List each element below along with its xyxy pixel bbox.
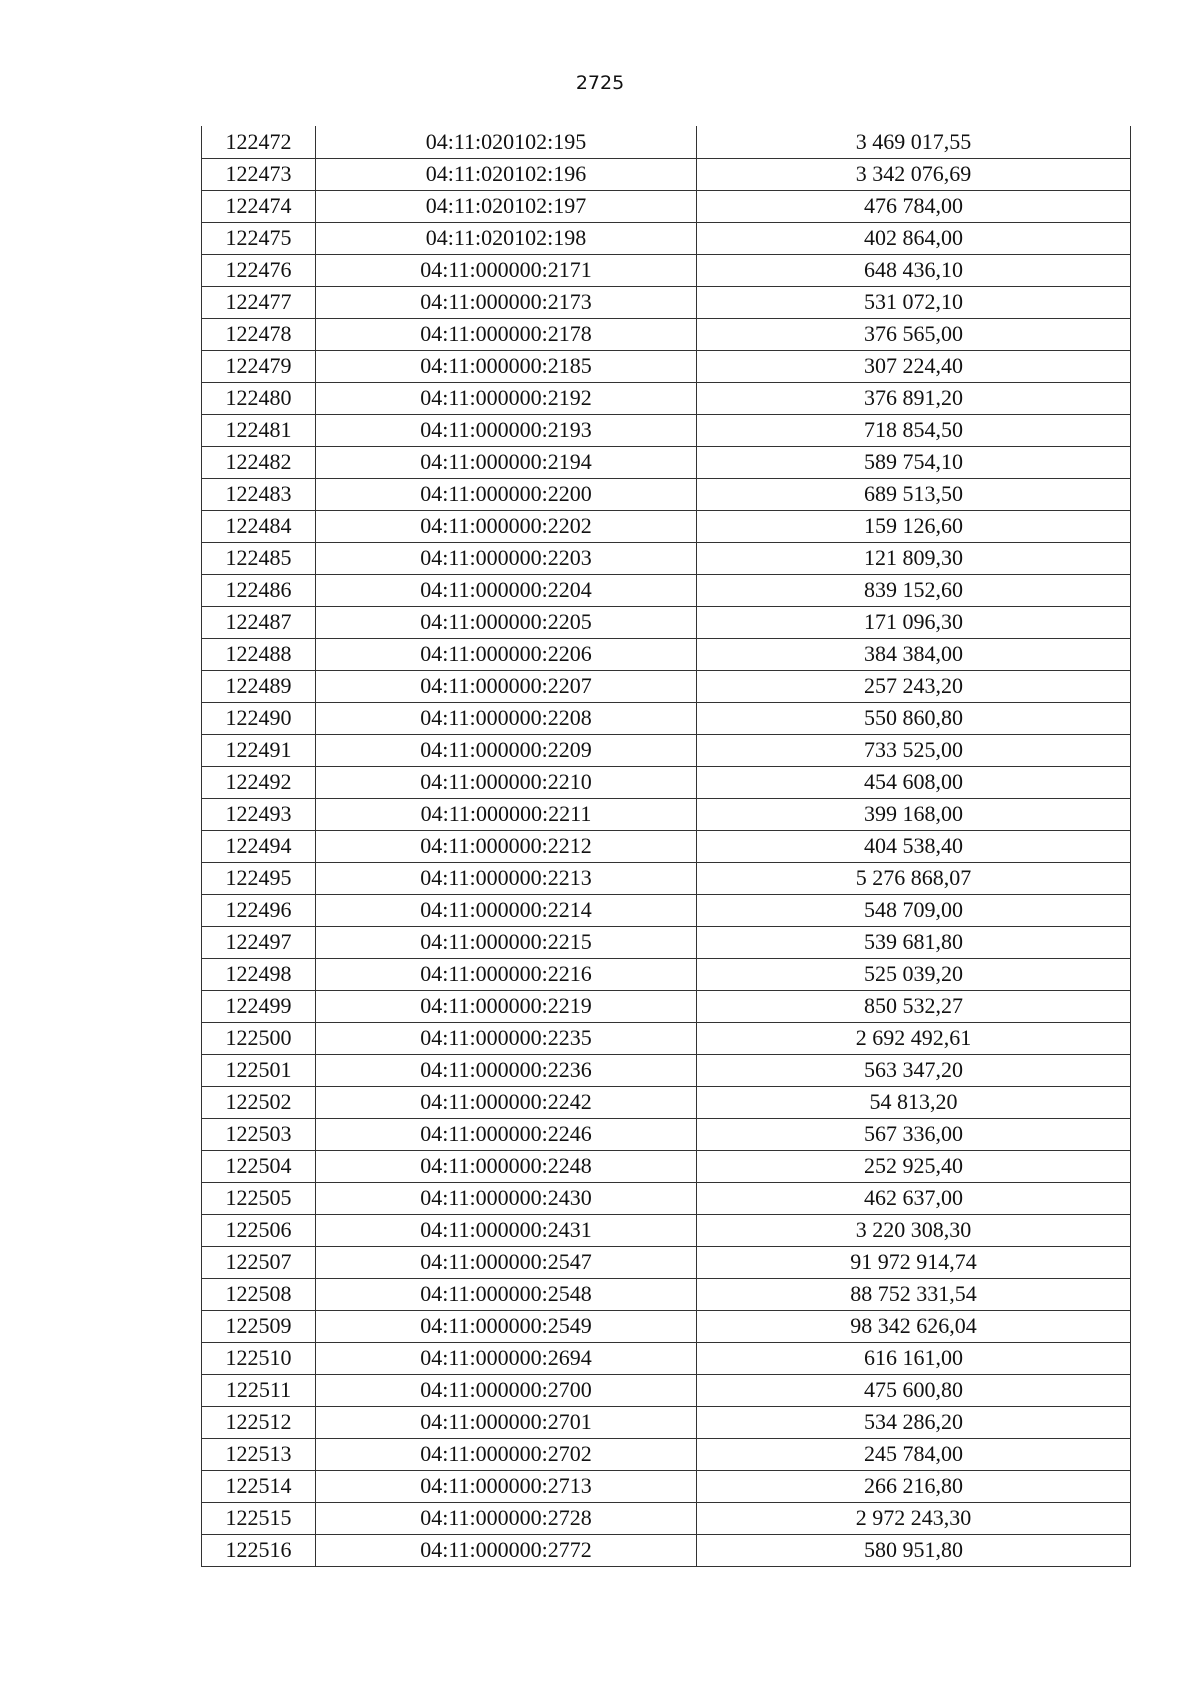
table-row — [202, 1022, 1131, 1054]
cadastral-number-cell: 04:11:000000:2200 — [316, 478, 697, 510]
table-row — [202, 1246, 1131, 1278]
row-number-cell: 122488 — [202, 638, 316, 670]
cadastral-number-cell: 04:11:000000:2194 — [316, 446, 697, 478]
table-row — [202, 1150, 1131, 1182]
cadastral-value-cell: 266 216,80 — [697, 1470, 1131, 1502]
row-number-cell: 122481 — [202, 414, 316, 446]
table-row — [202, 990, 1131, 1022]
row-number-cell: 122507 — [202, 1246, 316, 1278]
table-row — [202, 222, 1131, 254]
row-number-cell: 122504 — [202, 1150, 316, 1182]
cadastral-value-cell: 718 854,50 — [697, 414, 1131, 446]
cadastral-number-cell: 04:11:000000:2215 — [316, 926, 697, 958]
cadastral-number-cell: 04:11:000000:2700 — [316, 1374, 697, 1406]
table-row — [202, 958, 1131, 990]
cadastral-number-cell: 04:11:000000:2214 — [316, 894, 697, 926]
row-number-cell: 122484 — [202, 510, 316, 542]
table-row — [202, 702, 1131, 734]
cadastral-value-cell: 454 608,00 — [697, 766, 1131, 798]
cadastral-value-cell: 5 276 868,07 — [697, 862, 1131, 894]
cadastral-number-cell: 04:11:000000:2203 — [316, 542, 697, 574]
row-number-cell: 122499 — [202, 990, 316, 1022]
table-row — [202, 1214, 1131, 1246]
table-row — [202, 1118, 1131, 1150]
cadastral-number-cell: 04:11:000000:2219 — [316, 990, 697, 1022]
cadastral-value-cell: 839 152,60 — [697, 574, 1131, 606]
cadastral-value-cell: 563 347,20 — [697, 1054, 1131, 1086]
cadastral-value-cell: 245 784,00 — [697, 1438, 1131, 1470]
table-row — [202, 638, 1131, 670]
table-row — [202, 126, 1131, 158]
table-row — [202, 1182, 1131, 1214]
row-number-cell: 122498 — [202, 958, 316, 990]
row-number-cell: 122509 — [202, 1310, 316, 1342]
row-number-cell: 122514 — [202, 1470, 316, 1502]
table-row — [202, 510, 1131, 542]
cadastral-value-cell: 550 860,80 — [697, 702, 1131, 734]
row-number-cell: 122489 — [202, 670, 316, 702]
cadastral-value-cell: 307 224,40 — [697, 350, 1131, 382]
cadastral-number-cell: 04:11:020102:196 — [316, 158, 697, 190]
table-row — [202, 414, 1131, 446]
row-number-cell: 122485 — [202, 542, 316, 574]
row-number-cell: 122500 — [202, 1022, 316, 1054]
row-number-cell: 122505 — [202, 1182, 316, 1214]
cadastral-number-cell: 04:11:000000:2205 — [316, 606, 697, 638]
table-row — [202, 190, 1131, 222]
table-row — [202, 606, 1131, 638]
cadastral-value-cell: 88 752 331,54 — [697, 1278, 1131, 1310]
row-number-cell: 122482 — [202, 446, 316, 478]
cadastral-number-cell: 04:11:000000:2204 — [316, 574, 697, 606]
cadastral-value-cell: 384 384,00 — [697, 638, 1131, 670]
cadastral-value-cell: 462 637,00 — [697, 1182, 1131, 1214]
row-number-cell: 122506 — [202, 1214, 316, 1246]
row-number-cell: 122476 — [202, 254, 316, 286]
row-number-cell: 122496 — [202, 894, 316, 926]
table-row — [202, 830, 1131, 862]
cadastral-value-cell: 3 342 076,69 — [697, 158, 1131, 190]
table-row — [202, 894, 1131, 926]
table-row — [202, 862, 1131, 894]
table-row — [202, 446, 1131, 478]
table-row — [202, 478, 1131, 510]
cadastral-value-cell: 567 336,00 — [697, 1118, 1131, 1150]
row-number-cell: 122511 — [202, 1374, 316, 1406]
cadastral-number-cell: 04:11:000000:2211 — [316, 798, 697, 830]
cadastral-number-cell: 04:11:000000:2208 — [316, 702, 697, 734]
cadastral-number-cell: 04:11:000000:2202 — [316, 510, 697, 542]
cadastral-value-cell: 376 891,20 — [697, 382, 1131, 414]
cadastral-value-cell: 539 681,80 — [697, 926, 1131, 958]
table-row — [202, 1374, 1131, 1406]
cadastral-number-cell: 04:11:000000:2213 — [316, 862, 697, 894]
cadastral-value-cell: 376 565,00 — [697, 318, 1131, 350]
cadastral-number-cell: 04:11:000000:2248 — [316, 1150, 697, 1182]
cadastral-number-cell: 04:11:000000:2209 — [316, 734, 697, 766]
table-row — [202, 1502, 1131, 1534]
table-row — [202, 1054, 1131, 1086]
cadastral-number-cell: 04:11:000000:2212 — [316, 830, 697, 862]
row-number-cell: 122477 — [202, 286, 316, 318]
table-row — [202, 254, 1131, 286]
cadastral-number-cell: 04:11:000000:2246 — [316, 1118, 697, 1150]
row-number-cell: 122494 — [202, 830, 316, 862]
cadastral-value-cell: 548 709,00 — [697, 894, 1131, 926]
row-number-cell: 122491 — [202, 734, 316, 766]
table-row — [202, 382, 1131, 414]
table-row — [202, 1342, 1131, 1374]
cadastral-number-cell: 04:11:000000:2178 — [316, 318, 697, 350]
row-number-cell: 122512 — [202, 1406, 316, 1438]
table-row — [202, 670, 1131, 702]
row-number-cell: 122474 — [202, 190, 316, 222]
row-number-cell: 122516 — [202, 1534, 316, 1566]
table-row — [202, 158, 1131, 190]
row-number-cell: 122472 — [202, 126, 316, 158]
row-number-cell: 122510 — [202, 1342, 316, 1374]
table-body — [202, 126, 1131, 1566]
cadastral-number-cell: 04:11:000000:2694 — [316, 1342, 697, 1374]
table-row — [202, 574, 1131, 606]
table-row — [202, 734, 1131, 766]
row-number-cell: 122515 — [202, 1502, 316, 1534]
cadastral-value-cell: 475 600,80 — [697, 1374, 1131, 1406]
table-row — [202, 318, 1131, 350]
row-number-cell: 122513 — [202, 1438, 316, 1470]
cadastral-number-cell: 04:11:000000:2242 — [316, 1086, 697, 1118]
table-row — [202, 350, 1131, 382]
cadastral-number-cell: 04:11:000000:2430 — [316, 1182, 697, 1214]
cadastral-number-cell: 04:11:000000:2702 — [316, 1438, 697, 1470]
cadastral-value-cell: 580 951,80 — [697, 1534, 1131, 1566]
cadastral-number-cell: 04:11:000000:2547 — [316, 1246, 697, 1278]
cadastral-number-cell: 04:11:000000:2431 — [316, 1214, 697, 1246]
cadastral-value-cell: 733 525,00 — [697, 734, 1131, 766]
table-row — [202, 798, 1131, 830]
cadastral-number-cell: 04:11:020102:197 — [316, 190, 697, 222]
cadastral-number-cell: 04:11:020102:195 — [316, 126, 697, 158]
cadastral-number-cell: 04:11:000000:2193 — [316, 414, 697, 446]
row-number-cell: 122487 — [202, 606, 316, 638]
row-number-cell: 122502 — [202, 1086, 316, 1118]
cadastral-number-cell: 04:11:000000:2728 — [316, 1502, 697, 1534]
row-number-cell: 122486 — [202, 574, 316, 606]
table-row — [202, 542, 1131, 574]
cadastral-number-cell: 04:11:000000:2701 — [316, 1406, 697, 1438]
row-number-cell: 122497 — [202, 926, 316, 958]
cadastral-value-cell: 91 972 914,74 — [697, 1246, 1131, 1278]
row-number-cell: 122501 — [202, 1054, 316, 1086]
cadastral-value-cell: 171 096,30 — [697, 606, 1131, 638]
page-number: 2725 — [575, 72, 625, 94]
cadastral-value-cell: 159 126,60 — [697, 510, 1131, 542]
table-row — [202, 1278, 1131, 1310]
cadastral-value-cell: 3 220 308,30 — [697, 1214, 1131, 1246]
cadastral-number-cell: 04:11:000000:2772 — [316, 1534, 697, 1566]
cadastral-number-cell: 04:11:020102:198 — [316, 222, 697, 254]
table-row — [202, 1310, 1131, 1342]
cadastral-value-cell: 404 538,40 — [697, 830, 1131, 862]
cadastral-value-cell: 2 692 492,61 — [697, 1022, 1131, 1054]
cadastral-value-cell: 2 972 243,30 — [697, 1502, 1131, 1534]
cadastral-value-cell: 399 168,00 — [697, 798, 1131, 830]
cadastral-value-cell: 531 072,10 — [697, 286, 1131, 318]
table-row — [202, 1438, 1131, 1470]
cadastral-number-cell: 04:11:000000:2171 — [316, 254, 697, 286]
row-number-cell: 122492 — [202, 766, 316, 798]
cadastral-number-cell: 04:11:000000:2210 — [316, 766, 697, 798]
row-number-cell: 122480 — [202, 382, 316, 414]
table-row — [202, 1086, 1131, 1118]
cadastral-value-cell: 534 286,20 — [697, 1406, 1131, 1438]
cadastral-number-cell: 04:11:000000:2173 — [316, 286, 697, 318]
cadastral-number-cell: 04:11:000000:2713 — [316, 1470, 697, 1502]
row-number-cell: 122490 — [202, 702, 316, 734]
cadastral-value-cell: 589 754,10 — [697, 446, 1131, 478]
table-row — [202, 766, 1131, 798]
row-number-cell: 122493 — [202, 798, 316, 830]
cadastral-value-cell: 850 532,27 — [697, 990, 1131, 1022]
cadastral-value-cell: 476 784,00 — [697, 190, 1131, 222]
cadastral-value-table — [201, 126, 1131, 1567]
row-number-cell: 122495 — [202, 862, 316, 894]
cadastral-value-cell: 648 436,10 — [697, 254, 1131, 286]
row-number-cell: 122475 — [202, 222, 316, 254]
cadastral-number-cell: 04:11:000000:2207 — [316, 670, 697, 702]
cadastral-value-cell: 98 342 626,04 — [697, 1310, 1131, 1342]
cadastral-value-cell: 616 161,00 — [697, 1342, 1131, 1374]
cadastral-number-cell: 04:11:000000:2236 — [316, 1054, 697, 1086]
cadastral-value-cell: 54 813,20 — [697, 1086, 1131, 1118]
cadastral-value-cell: 252 925,40 — [697, 1150, 1131, 1182]
cadastral-number-cell: 04:11:000000:2549 — [316, 1310, 697, 1342]
row-number-cell: 122503 — [202, 1118, 316, 1150]
row-number-cell: 122479 — [202, 350, 316, 382]
table-row — [202, 1534, 1131, 1566]
cadastral-number-cell: 04:11:000000:2192 — [316, 382, 697, 414]
table-row — [202, 926, 1131, 958]
row-number-cell: 122473 — [202, 158, 316, 190]
cadastral-number-cell: 04:11:000000:2185 — [316, 350, 697, 382]
row-number-cell: 122508 — [202, 1278, 316, 1310]
row-number-cell: 122483 — [202, 478, 316, 510]
cadastral-value-cell: 257 243,20 — [697, 670, 1131, 702]
cadastral-value-cell: 689 513,50 — [697, 478, 1131, 510]
cadastral-number-cell: 04:11:000000:2206 — [316, 638, 697, 670]
table-row — [202, 1470, 1131, 1502]
cadastral-value-cell: 121 809,30 — [697, 542, 1131, 574]
row-number-cell: 122478 — [202, 318, 316, 350]
cadastral-value-cell: 525 039,20 — [697, 958, 1131, 990]
cadastral-number-cell: 04:11:000000:2548 — [316, 1278, 697, 1310]
table-row — [202, 1406, 1131, 1438]
cadastral-value-cell: 3 469 017,55 — [697, 126, 1131, 158]
cadastral-number-cell: 04:11:000000:2235 — [316, 1022, 697, 1054]
cadastral-number-cell: 04:11:000000:2216 — [316, 958, 697, 990]
cadastral-value-cell: 402 864,00 — [697, 222, 1131, 254]
table-row — [202, 286, 1131, 318]
